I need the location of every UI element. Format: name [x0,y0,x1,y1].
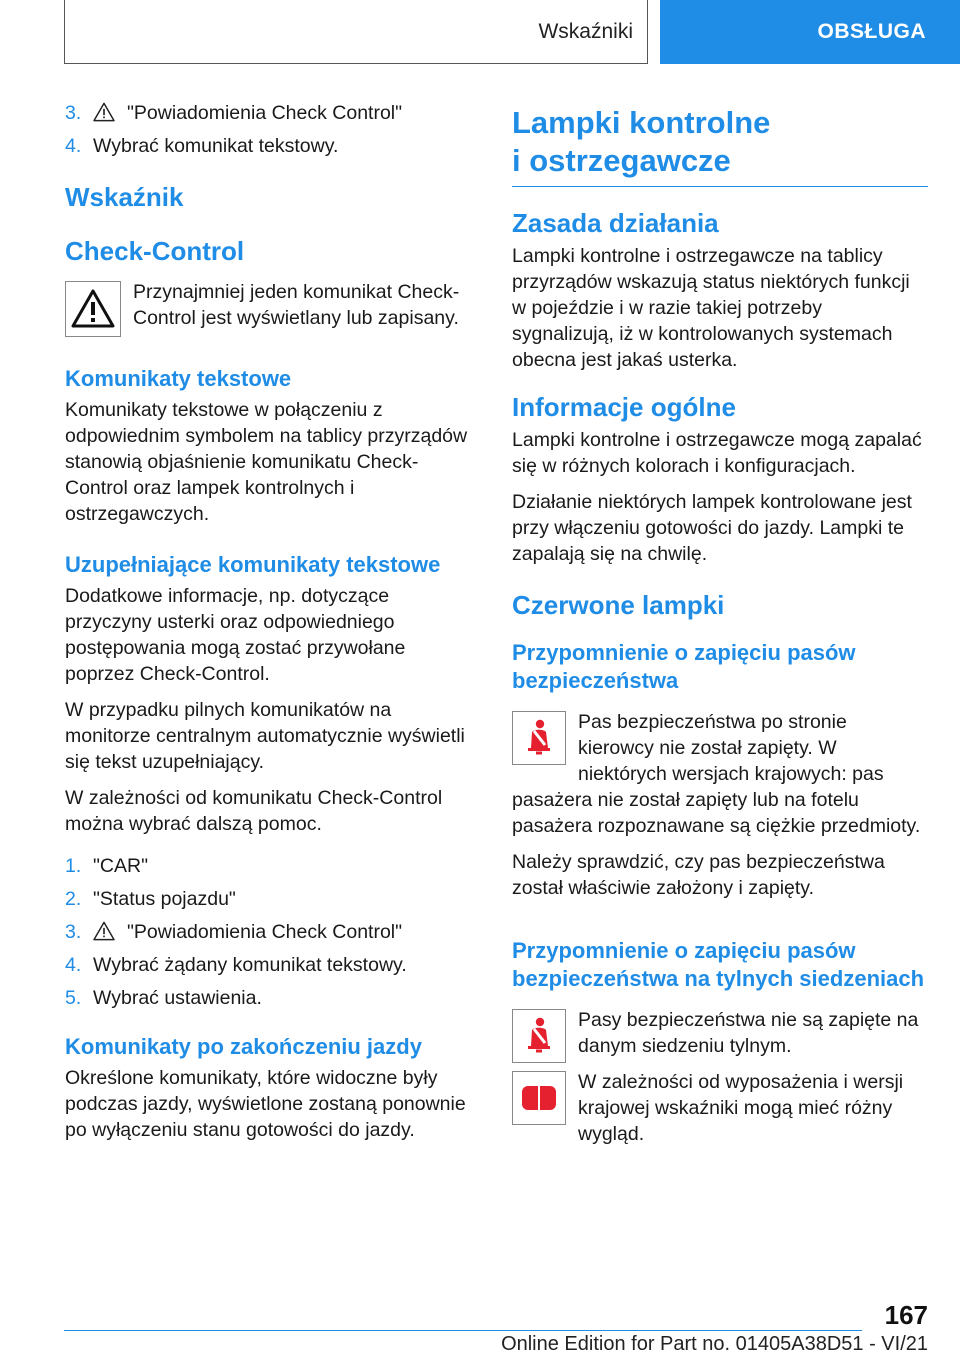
supplementary-paragraph-3: W zależności od komunikatu Check-Control można wybrać dalszą pomoc. [65,787,443,835]
heading-text-messages: Komunikaty tekstowe [65,366,292,391]
header-chapter-tab [660,0,960,64]
list-item-text: Wybrać ustawienia. [93,987,262,1009]
header-chapter-label: OBSŁUGA [817,20,926,43]
header-section-label: Wskaźniki [538,19,633,43]
steps-list-top [65,100,477,159]
list-item-number: 5. [65,987,82,1009]
warning-triangle-icon [71,289,115,329]
list-item-text: Wybrać żądany komunikat tekstowy. [93,954,407,976]
heading-indicator: Wskaźnik [65,182,184,212]
rear-seatbelt-paragraph-2: W zależności od wyposażenia i wersji krajowej wskaźniki mogą mieć różny wygląd. [578,1071,904,1145]
seatbelt-warning-icon [519,1016,559,1056]
check-control-warning-box [65,281,121,337]
supplementary-paragraph-2: W przypadku pilnych komunikatów na monitorze centralnym automatycznie wyświetli się tekst uzupełniający. [65,699,465,773]
list-item-number: 1. [65,855,82,877]
check-control-text: Przynajmniej jeden komunikat Check-Control jest wyświetlany lub zapisany. [133,281,460,329]
heading-principle: Zasada działania [512,208,719,238]
list-item [65,100,477,126]
list-item-number: 4. [65,954,82,976]
heading-check-control: Check-Control [65,236,245,266]
list-item-text: "Status pojazdu" [93,888,236,910]
heading-general-info: Informacje ogólne [512,392,736,422]
list-item-number: 4. [65,135,82,157]
list-item [65,853,477,879]
rear-seat-lamp-box [512,1071,566,1125]
rear-seatbelt-lamp-box [512,1009,566,1063]
steps-list [65,853,477,1011]
header-section-tab [64,0,648,64]
after-trip-paragraph: Określone komunikaty, które widoczne były podczas jazdy, wyświetlone zostaną ponownie po wyłączeniu stanu gotowości do jazdy. [65,1067,466,1141]
page-number: 167 [884,1300,928,1330]
footer-edition: Online Edition for Part no. 01405A38D51 - VI/21 [501,1333,928,1355]
left-column [65,100,477,1153]
general-paragraph-1: Lampki kontrolne i ostrzegawcze mogą zapalać się w różnych kolorach i konfiguracjach. [512,429,922,477]
general-paragraph-2: Działanie niektórych lampek kontrolowane jest przy włączeniu gotowości do jazdy. Lampki te zapalają się na chwilę. [512,491,912,565]
seatbelt-paragraph-2: Należy sprawdzić, czy pas bezpieczeństwa został właściwie założony i zapięty. [512,851,885,899]
list-item-text: "Powiadomienia Check Control" [127,921,403,943]
list-item [65,952,477,978]
list-item [65,133,477,159]
rear-seatbelt-paragraph-1: Pasy bezpieczeństwa nie są zapięte na danym siedzeniu tylnym. [578,1009,919,1057]
text-messages-paragraph: Komunikaty tekstowe w połączeniu z odpowiednim symbolem na tablicy przyrządów stanowią objaśnienie komunikatu Check-Control oraz lampek kontrolnych i ostrzegawczych. [65,399,468,525]
seatbelt-warning-icon [519,718,559,758]
heading-after-trip: Komunikaty po zakończeniu jazdy [65,1034,422,1059]
list-item [65,919,477,945]
list-item [65,886,477,912]
seatbelt-lamp-box [512,711,566,765]
footer-divider [64,1330,862,1331]
rear-seat-indicator-icon [519,1078,559,1118]
page-title [512,104,928,187]
page-title-line-2: i ostrzegawcze [512,143,731,178]
list-item-number: 3. [65,921,82,943]
page-title-line-1: Lampki kontrolne [512,105,771,140]
list-item [65,985,477,1011]
warning-triangle-icon [93,102,115,122]
list-item-text: Wybrać komunikat tekstowy. [93,135,339,157]
supplementary-paragraph-1: Dodatkowe informacje, np. dotyczące przyczyny usterki oraz odpowiedniego postępowania mogą zostać przywołane poprzez Check-Control. [65,585,406,685]
warning-triangle-icon [93,921,115,941]
heading-rear-seatbelt-reminder: Przypomnienie o zapięciu pasów bezpieczeństwa na tylnych siedzeniach [512,938,925,991]
right-column [512,100,928,1157]
principle-paragraph: Lampki kontrolne i ostrzegawcze na tablicy przyrządów wskazują status niektórych funkcji w pojeździe i w razie takiej potrzeby sygnalizują, iż w kontrolowanych systemach obecna jest jakaś usterka. [512,245,910,371]
list-item-number: 3. [65,102,82,124]
seatbelt-paragraph-1: Pas bezpieczeństwa po stronie kierowcy nie został zapięty. W niektórych wersjach krajowych: pas pasażera nie został zapięty lub na fotelu pasażera rozpoznawane są ciężkie przedmioty. [512,711,921,837]
list-item-text: "Powiadomienia Check Control" [127,102,403,124]
list-item-text: "CAR" [93,855,149,877]
heading-supplementary-messages: Uzupełniające komunikaty tekstowe [65,552,441,577]
heading-red-lamps: Czerwone lampki [512,590,725,620]
heading-seatbelt-reminder: Przypomnienie o zapięciu pasów bezpieczeństwa [512,640,856,693]
list-item-number: 2. [65,888,82,910]
